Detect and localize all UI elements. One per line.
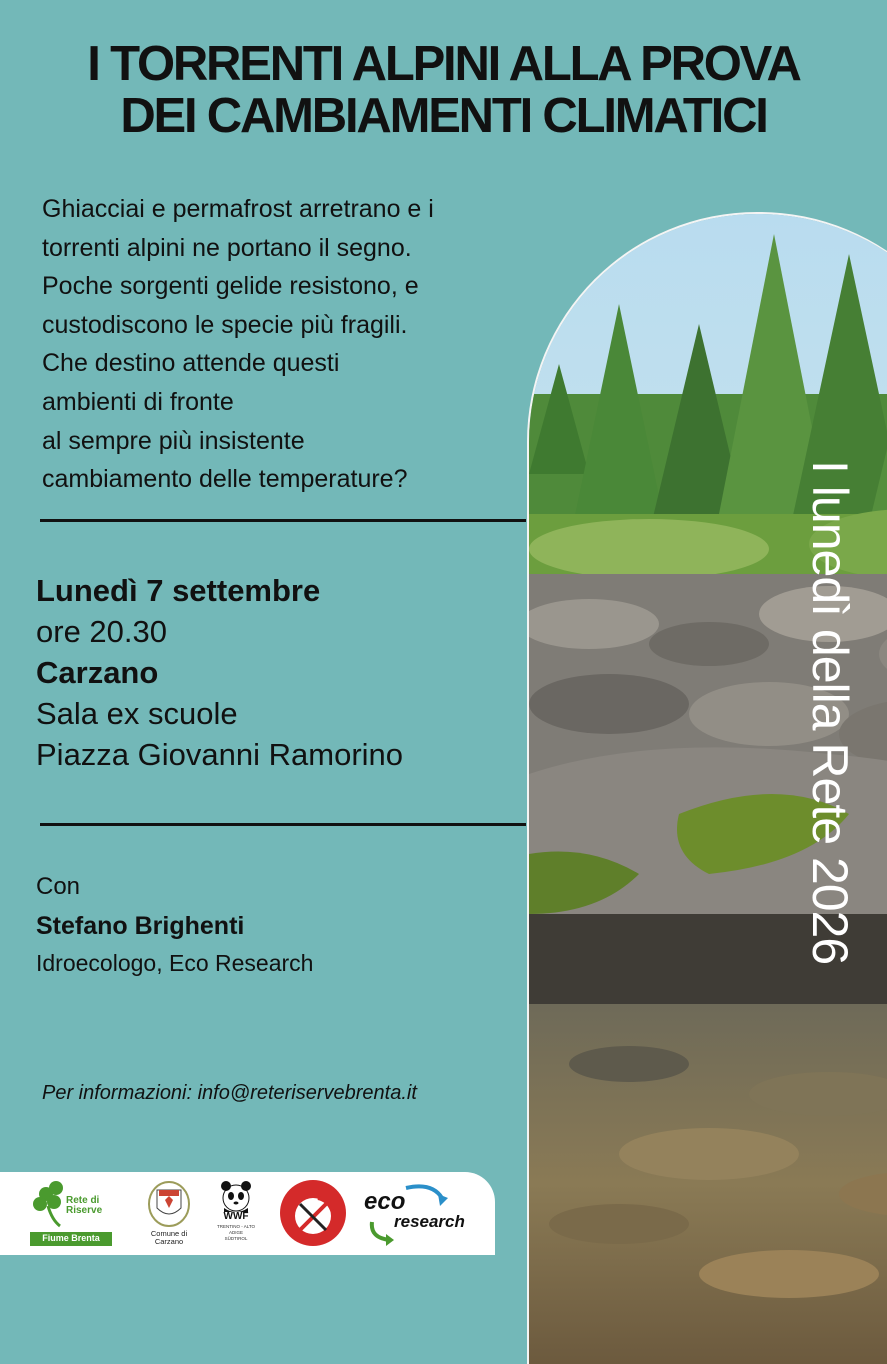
eco-word: eco xyxy=(364,1188,406,1215)
speaker-role: Idroecologo, Eco Research xyxy=(36,950,314,976)
panda-icon xyxy=(216,1178,256,1212)
divider xyxy=(40,823,526,826)
intro-line: Poche sorgenti gelide resistono, e xyxy=(42,272,419,301)
wwf-logo xyxy=(216,1178,256,1248)
intro-line: cambiamento delle temperature? xyxy=(42,465,408,494)
comune-line2: Carzano xyxy=(154,1237,184,1246)
poster-title xyxy=(0,38,887,142)
rete-line2: Riserve xyxy=(66,1205,103,1216)
comune-carzano-logo xyxy=(145,1180,193,1252)
rete-riserve-logo xyxy=(28,1180,114,1248)
event-venue: Sala ex scuole xyxy=(36,696,238,731)
rete-bar-label: Fiume Brenta xyxy=(42,1233,100,1243)
intro-line: Ghiacciai e permafrost arretrano e i xyxy=(42,195,434,223)
eco-research-logo xyxy=(362,1182,480,1246)
wwf-text: WWF xyxy=(223,1211,249,1222)
contact-info: Per informazioni: info@reteriservebrenta.it xyxy=(42,1082,417,1104)
event-details xyxy=(36,570,403,775)
intro-line: al sempre più insistente xyxy=(42,426,305,455)
intro-line: Che destino attende questi xyxy=(42,349,340,378)
event-town: Carzano xyxy=(36,655,159,690)
speaker-intro: Con xyxy=(36,873,81,900)
title-line-1: I TORRENTI ALPINI ALLA PROVA xyxy=(87,37,800,91)
intro-paragraph xyxy=(42,190,542,499)
research-word: research xyxy=(394,1212,465,1231)
coat-of-arms-icon xyxy=(145,1180,193,1230)
wwf-sub1: TRENTINO - ALTO ADIGE xyxy=(216,1224,256,1235)
intro-line: ambienti di fronte xyxy=(42,387,234,416)
intro-line: custodiscono le specie più fragili. xyxy=(42,310,408,339)
speaker-block xyxy=(36,870,313,980)
comune-line1: Comune di xyxy=(150,1229,188,1238)
series-text: I lunedì della Rete 2026 xyxy=(802,460,858,965)
wwf-sub2: SÜDTIROL xyxy=(224,1236,248,1241)
intro-line: torrenti alpini ne portano il segno. xyxy=(42,233,412,262)
event-address: Piazza Giovanni Ramorino xyxy=(36,737,404,772)
museum-badge-logo xyxy=(278,1178,348,1248)
divider xyxy=(40,519,526,522)
speaker-name: Stefano Brighenti xyxy=(36,912,245,940)
event-time: ore 20.30 xyxy=(36,614,167,649)
event-date: Lunedì 7 settembre xyxy=(36,573,321,608)
partner-logos xyxy=(0,1172,495,1255)
rete-line1: Rete di xyxy=(66,1195,100,1206)
series-label xyxy=(802,460,885,1080)
title-line-2: DEI CAMBIAMENTI CLIMATICI xyxy=(120,89,767,143)
pickaxe-badge-icon xyxy=(278,1178,348,1248)
